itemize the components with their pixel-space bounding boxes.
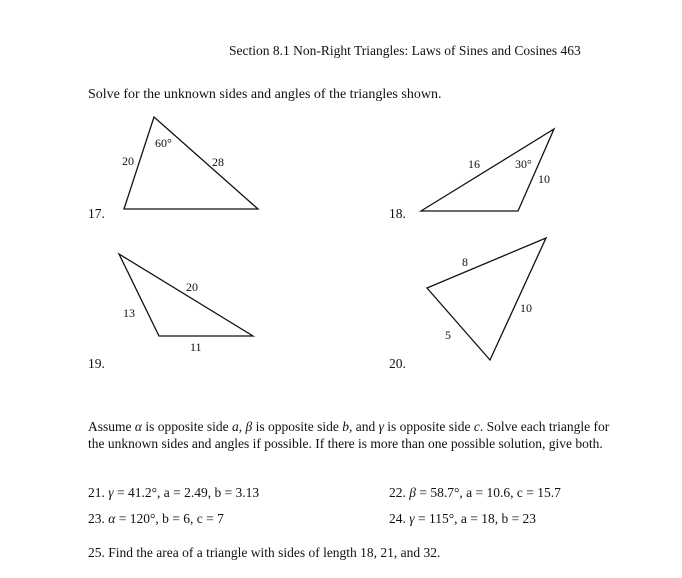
fig17-angle-60: 60° <box>155 136 172 150</box>
var-c: c <box>473 419 480 434</box>
instr-text: is opposite side <box>141 419 232 434</box>
page-header: Section 8.1 Non-Right Triangles: Laws of Sines and Cosines 463 <box>229 43 581 58</box>
instr-text: Assume <box>88 419 135 434</box>
fig17-side-20: 20 <box>122 154 134 168</box>
var-b: b <box>342 419 349 434</box>
fig19-side-11: 11 <box>190 340 202 354</box>
problem-22 <box>389 485 561 501</box>
problem-number: 21. <box>88 485 109 500</box>
instr-text: , and <box>348 419 379 434</box>
triangle-17 <box>124 117 258 209</box>
instructions-paragraph <box>88 418 618 452</box>
instr-text: . Solve each triangle for the unknown sides and angles if possible. If there is more than one possible solution, give both. <box>88 419 610 451</box>
problem-20-number: 20. <box>389 356 406 371</box>
fig19-side-20: 20 <box>186 280 198 294</box>
fig18-side-10: 10 <box>538 172 550 186</box>
fig17-side-28: 28 <box>212 155 224 169</box>
beta-symbol: β <box>409 485 416 500</box>
problem-text: = 115°, a = 18, b = 23 <box>414 511 537 526</box>
fig18-side-16: 16 <box>468 157 480 171</box>
problem-21 <box>88 485 259 501</box>
problem-number: 22. <box>389 485 410 500</box>
gamma-symbol: γ <box>378 419 384 434</box>
problem-number: 23. <box>88 511 109 526</box>
problem-17-number: 17. <box>88 206 105 221</box>
fig18-angle-30: 30° <box>515 157 532 171</box>
fig20-side-10: 10 <box>520 301 532 315</box>
triangle-18 <box>421 129 554 211</box>
problem-18-number: 18. <box>389 206 406 221</box>
alpha-symbol: α <box>134 419 142 434</box>
problem-24 <box>389 511 536 527</box>
var-a: a <box>231 419 239 434</box>
fig20-side-8: 8 <box>462 255 468 269</box>
problem-text: = 58.7°, a = 10.6, c = 15.7 <box>415 485 561 500</box>
section-intro: Solve for the unknown sides and angles of the triangles shown. <box>88 87 442 102</box>
gamma-symbol: γ <box>409 511 415 526</box>
problem-text: = 120°, b = 6, c = 7 <box>115 511 224 526</box>
problem-19-number: 19. <box>88 356 105 371</box>
instr-text: is opposite side <box>383 419 474 434</box>
fig19-side-13: 13 <box>123 306 135 320</box>
instr-text: is opposite side <box>252 419 343 434</box>
problem-23 <box>88 511 224 527</box>
fig20-side-5: 5 <box>445 328 451 342</box>
problem-text: = 41.2°, a = 2.49, b = 3.13 <box>113 485 260 500</box>
instr-text: , <box>238 419 246 434</box>
problem-number: 24. <box>389 511 410 526</box>
problem-25: 25. Find the area of a triangle with sides of length 18, 21, and 32. <box>88 545 441 560</box>
alpha-symbol: α <box>108 511 116 526</box>
beta-symbol: β <box>245 419 253 434</box>
gamma-symbol: γ <box>108 485 114 500</box>
triangle-19 <box>119 254 253 336</box>
